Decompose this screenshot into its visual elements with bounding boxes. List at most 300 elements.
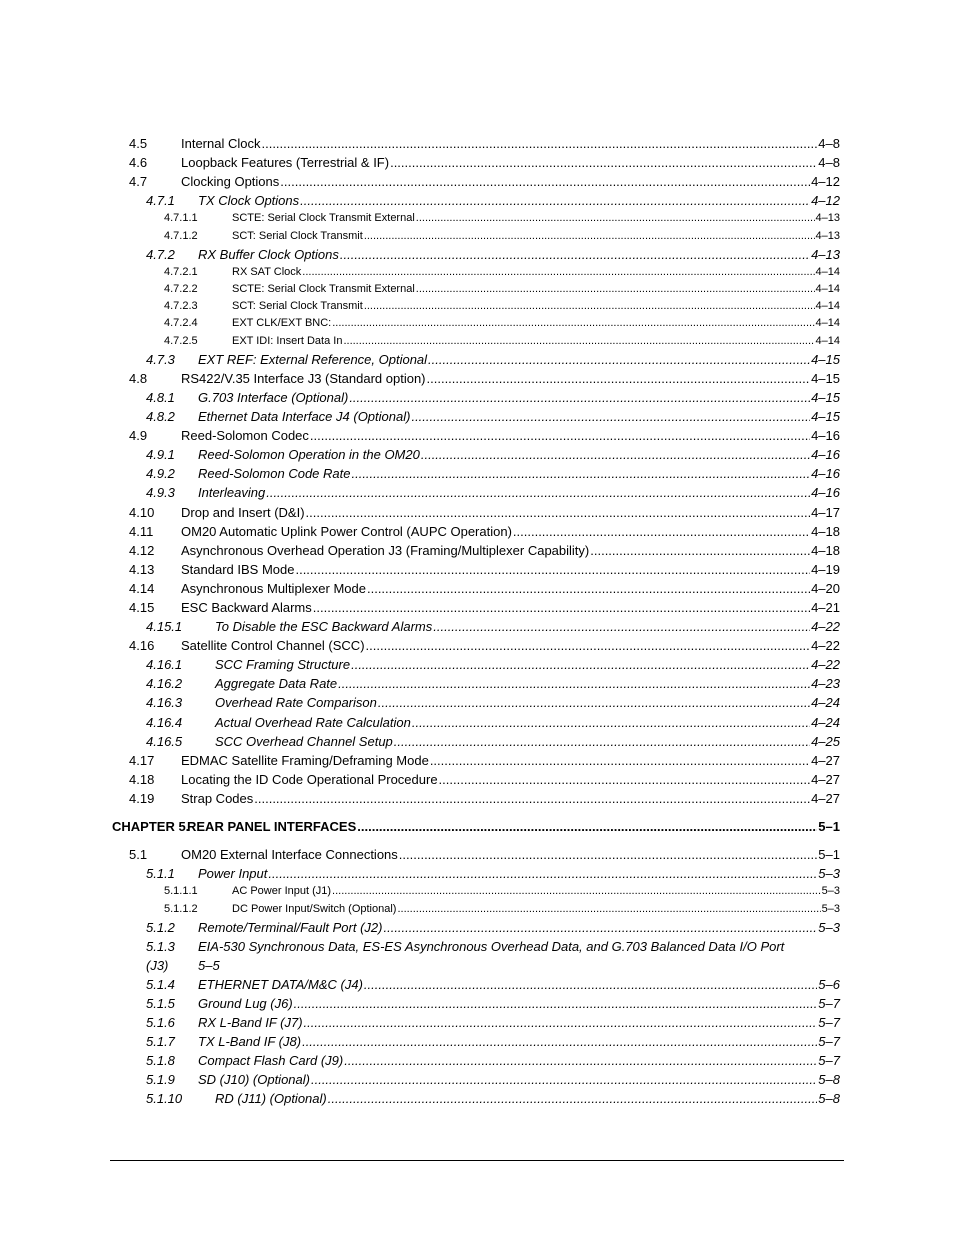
dot-leader (332, 315, 814, 332)
entry-title: SCC Framing Structure (215, 657, 351, 673)
entry-number: 4.7.1.1 (164, 212, 198, 225)
entry-page: 4–23 (811, 676, 840, 692)
entry-title: Overhead Rate Comparison (215, 695, 377, 711)
entry-title-line1: EIA-530 Synchronous Data, ES-ES Asynchronous Overhead Data, and G.703 Balanced Data I/O Port (198, 938, 785, 954)
entry-page: 4–14 (815, 300, 840, 313)
entry-line (198, 1032, 840, 1051)
entry-line (181, 598, 840, 617)
entry-page: 4–21 (811, 600, 840, 615)
entry-page: 4–19 (811, 561, 840, 577)
entry-line (181, 789, 840, 808)
entry-number: 5.1.7 (146, 1034, 175, 1050)
entry-page: 4–13 (811, 246, 840, 262)
entry-line (232, 315, 840, 332)
toc-entry[interactable] (0, 918, 954, 937)
entry-page: 5–3 (818, 919, 840, 935)
entry-title: SCTE: Serial Clock Transmit External (232, 283, 415, 296)
entry-number: 4.7.2 (146, 246, 175, 262)
toc-entry[interactable] (0, 407, 954, 426)
entry-number: 4.17 (129, 752, 155, 768)
entry-page: 4–14 (815, 265, 840, 278)
entry-page: 4–16 (811, 485, 840, 501)
toc-entry[interactable] (0, 617, 954, 636)
entry-title: Ground Lug (J6) (198, 995, 293, 1011)
entry-title: RX SAT Clock (232, 265, 302, 278)
entry-page: 4–24 (811, 695, 840, 711)
entry-number: 5.1.4 (146, 976, 175, 992)
dot-leader (390, 153, 817, 172)
entry-page: 4–13 (815, 212, 840, 225)
entry-line (215, 1089, 840, 1108)
entry-title: SCC Overhead Channel Setup (215, 733, 393, 749)
toc-entry[interactable] (0, 281, 954, 298)
entry-line (198, 191, 840, 210)
dot-leader (433, 617, 810, 636)
entry-page: 4–18 (811, 542, 840, 558)
entry-line (198, 994, 840, 1013)
entry-page: 5–6 (818, 976, 840, 992)
toc-entry[interactable] (0, 751, 954, 770)
dot-leader (428, 350, 810, 369)
toc-entry[interactable] (0, 191, 954, 210)
toc-entry[interactable] (0, 560, 954, 579)
entry-title: Locating the ID Code Operational Procedure (181, 771, 438, 787)
toc-entry[interactable] (0, 298, 954, 315)
entry-page: 5–3 (821, 902, 840, 915)
dot-leader (349, 388, 810, 407)
dot-leader (513, 522, 810, 541)
dot-leader (439, 770, 811, 789)
toc-entry[interactable] (0, 883, 954, 900)
toc-section-chapter-5-cont (0, 975, 954, 1109)
entry-line (198, 1013, 840, 1032)
entry-line (198, 864, 840, 883)
dot-leader (340, 245, 810, 264)
dot-leader (313, 598, 810, 617)
entry-page: 5–5 (198, 957, 220, 973)
entry-line (198, 245, 840, 264)
entry-title: DC Power Input/Switch (Optional) (232, 902, 397, 915)
entry-title: RS422/V.35 Interface J3 (Standard option) (181, 370, 426, 386)
entry-number: 4.16.3 (146, 695, 183, 711)
chapter-title: REAR PANEL INTERFACES (187, 819, 357, 835)
entry-line (215, 732, 840, 751)
dot-leader (411, 407, 810, 426)
entry-title-line2: (J3) (146, 957, 169, 973)
entry-line (181, 636, 840, 655)
entry-title: Actual Overhead Rate Calculation (215, 714, 411, 730)
dot-leader (366, 636, 811, 655)
entry-number: 5.1.2 (146, 919, 175, 935)
entry-title: Remote/Terminal/Fault Port (J2) (198, 919, 383, 935)
toc-entry[interactable] (0, 426, 954, 445)
entry-title: Reed-Solomon Code Rate (198, 466, 351, 482)
entry-title: EXT REF: External Reference, Optional (198, 351, 428, 367)
entry-number: 4.9.3 (146, 485, 175, 501)
entry-number: 4.11 (129, 523, 154, 539)
entry-title: Compact Flash Card (J9) (198, 1053, 344, 1069)
entry-page: 4–15 (811, 351, 840, 367)
entry-page: 4–24 (811, 714, 840, 730)
entry-line (232, 281, 840, 298)
toc-entry[interactable] (0, 674, 954, 693)
toc-entry[interactable] (0, 579, 954, 598)
spacer (0, 836, 954, 845)
entry-line (181, 522, 840, 541)
dot-leader (302, 264, 814, 281)
entry-number: 4.7.2.5 (164, 334, 198, 347)
entry-title: Power Input (198, 866, 268, 882)
entry-number: 4.9 (129, 428, 148, 444)
dot-leader (427, 369, 811, 388)
toc-entry[interactable] (0, 598, 954, 617)
entry-page: 4–20 (811, 580, 840, 596)
entry-line (181, 426, 840, 445)
toc-entry[interactable] (0, 388, 954, 407)
entry-page: 4–27 (811, 790, 840, 806)
entry-line (181, 541, 840, 560)
toc-entry[interactable] (0, 770, 954, 789)
dot-leader (311, 1070, 817, 1089)
entry-number: 5.1 (129, 847, 148, 863)
toc-entry[interactable] (0, 1089, 954, 1108)
dot-leader (268, 864, 817, 883)
entry-line (215, 713, 840, 732)
entry-page: 4–14 (815, 317, 840, 330)
toc-entry[interactable] (0, 732, 954, 751)
entry-page: 5–7 (818, 1053, 840, 1069)
dot-leader (412, 713, 810, 732)
entry-page: 4–12 (811, 193, 840, 209)
entry-number: 4.19 (129, 790, 155, 806)
entry-number: 4.16.4 (146, 714, 183, 730)
entry-page: 5–7 (818, 1034, 840, 1050)
entry-title: RD (J11) (Optional) (215, 1091, 327, 1107)
toc-entry[interactable] (0, 541, 954, 560)
entry-page: 4–8 (818, 136, 840, 151)
dot-leader (332, 883, 821, 900)
toc-entry[interactable] (0, 636, 954, 655)
entry-number: 4.7 (129, 174, 148, 190)
entry-number: 5.1.3 (146, 938, 175, 954)
entry-line (232, 901, 840, 918)
entry-number: 4.14 (129, 580, 155, 596)
entry-page: 5–7 (818, 995, 840, 1011)
toc-entry[interactable] (0, 153, 954, 172)
toc-entry[interactable] (0, 693, 954, 712)
entry-page: 4–14 (815, 283, 840, 296)
entry-number: 4.6 (129, 155, 148, 171)
entry-number: 5.1.1.2 (164, 902, 198, 915)
entry-page: 5–8 (818, 1091, 840, 1107)
entry-line (181, 579, 840, 598)
entry-number: 5.1.1.1 (164, 885, 198, 898)
dot-leader (294, 994, 818, 1013)
dot-leader (266, 483, 810, 502)
entry-page: 4–22 (811, 657, 840, 673)
entry-title: Asynchronous Overhead Operation J3 (Framing/Multiplexer Capability) (181, 542, 590, 558)
dot-leader (397, 901, 820, 918)
toc-entry[interactable] (0, 901, 954, 918)
dot-leader (306, 503, 811, 522)
entry-number: 4.7.1.2 (164, 229, 198, 242)
entry-line (215, 617, 840, 636)
toc-entry[interactable] (0, 245, 954, 264)
chapter-page: 5–1 (818, 819, 840, 835)
entry-number: 4.18 (129, 771, 155, 787)
toc-entry[interactable] (0, 713, 954, 732)
dot-leader (416, 281, 815, 298)
entry-page: 4–22 (811, 619, 840, 635)
entry-title: G.703 Interface (Optional) (198, 389, 349, 405)
dot-leader (416, 210, 815, 227)
dot-leader (378, 693, 810, 712)
entry-number: 4.8 (129, 370, 148, 386)
entry-number: 4.9.2 (146, 466, 175, 482)
dot-leader (328, 1089, 818, 1108)
entry-number: 4.9.1 (146, 447, 175, 463)
entry-number: 4.16.2 (146, 676, 183, 692)
dot-leader (295, 560, 810, 579)
entry-title: TX Clock Options (198, 193, 300, 209)
toc-chapter-heading[interactable] (0, 817, 954, 836)
entry-line (198, 975, 840, 994)
entry-number: 4.16.5 (146, 733, 183, 749)
entry-page: 4–15 (811, 389, 840, 405)
entry-page: 4–16 (811, 447, 840, 463)
spacer (0, 808, 954, 817)
entry-number: 5.1.8 (146, 1053, 175, 1069)
entry-line (198, 1070, 840, 1089)
dot-leader (364, 298, 815, 315)
dot-leader (310, 426, 810, 445)
entry-page: 5–1 (818, 847, 840, 863)
toc-entry[interactable] (0, 864, 954, 883)
entry-page: 4–22 (811, 638, 840, 654)
entry-page: 4–25 (811, 733, 840, 749)
entry-page: 5–8 (818, 1072, 840, 1088)
dot-leader (399, 845, 818, 864)
toc-entry[interactable] (0, 975, 954, 994)
entry-line (181, 751, 840, 770)
table-of-contents (0, 134, 954, 1108)
entry-line (215, 693, 840, 712)
toc-entry[interactable] (0, 350, 954, 369)
entry-line (181, 770, 840, 789)
dot-leader (344, 1051, 817, 1070)
entry-page: 4–17 (811, 504, 840, 520)
footer-rule (110, 1160, 844, 1161)
entry-title: OM20 External Interface Connections (181, 847, 398, 863)
entry-line (198, 445, 840, 464)
entry-number: 4.7.2.2 (164, 283, 198, 296)
entry-line (198, 350, 840, 369)
dot-leader (254, 789, 810, 808)
entry-line (232, 264, 840, 281)
entry-title: ETHERNET DATA/M&C (J4) (198, 976, 363, 992)
entry-title: Reed-Solomon Operation in the OM20 (198, 447, 420, 463)
entry-title: Standard IBS Mode (181, 561, 295, 577)
entry-page: 4–12 (811, 174, 840, 190)
dot-leader (338, 674, 810, 693)
entry-title: To Disable the ESC Backward Alarms (215, 619, 433, 635)
toc-entry[interactable] (0, 845, 954, 864)
entry-number: 4.7.3 (146, 351, 175, 367)
entry-title: ESC Backward Alarms (181, 600, 312, 615)
entry-line (198, 464, 840, 483)
entry-number: 5.1.1 (146, 866, 175, 882)
entry-number: 4.7.2.4 (164, 317, 198, 330)
entry-title: RX L-Band IF (J7) (198, 1014, 303, 1030)
dot-leader (364, 975, 817, 994)
entry-line (181, 369, 840, 388)
entry-title: AC Power Input (J1) (232, 885, 332, 898)
dot-leader (351, 464, 810, 483)
toc-entry[interactable] (0, 464, 954, 483)
entry-title: Aggregate Data Rate (215, 676, 338, 692)
entry-page: 4–27 (811, 752, 840, 768)
dot-leader (383, 918, 817, 937)
toc-entry[interactable] (0, 228, 954, 245)
entry-number: 5.1.10 (146, 1091, 183, 1107)
entry-page: 4–8 (818, 155, 840, 171)
toc-entry[interactable] (0, 333, 954, 350)
entry-line (232, 228, 840, 245)
entry-line (232, 210, 840, 227)
entry-line (215, 674, 840, 693)
entry-title: Drop and Insert (D&I) (181, 504, 305, 520)
entry-number: 4.8.1 (146, 389, 175, 405)
entry-number: 4.15.1 (146, 619, 183, 635)
dot-leader (590, 541, 810, 560)
dot-leader (300, 191, 810, 210)
chapter-number: CHAPTER 5. (112, 819, 190, 835)
entry-page: 4–14 (815, 334, 840, 347)
entry-number: 4.10 (129, 504, 155, 520)
toc-entry[interactable] (0, 445, 954, 464)
entry-title: Interleaving (198, 485, 266, 501)
toc-entry[interactable] (0, 789, 954, 808)
toc-entry[interactable] (0, 172, 954, 191)
entry-line (232, 333, 840, 350)
dot-leader (351, 655, 810, 674)
entry-title: EXT IDI: Insert Data In (232, 334, 343, 347)
dot-leader (421, 445, 810, 464)
entry-title: Reed-Solomon Codec (181, 428, 309, 444)
toc-entry[interactable] (0, 210, 954, 227)
entry-title: Asynchronous Multiplexer Mode (181, 580, 366, 596)
entry-page: 5–3 (818, 866, 840, 882)
entry-title: Strap Codes (181, 790, 254, 806)
entry-page: 4–15 (811, 370, 840, 386)
entry-line (181, 153, 840, 172)
dot-leader (394, 732, 810, 751)
toc-entry[interactable] (0, 655, 954, 674)
chapter-line (187, 817, 840, 836)
dot-leader (357, 817, 817, 836)
entry-line (232, 883, 840, 900)
toc-entry[interactable] (0, 369, 954, 388)
entry-number: 4.7.2.1 (164, 265, 198, 278)
toc-entry[interactable] (0, 483, 954, 502)
entry-number: 4.12 (129, 542, 155, 558)
entry-title: SCT: Serial Clock Transmit (232, 300, 363, 313)
entry-title: TX L-Band IF (J8) (198, 1034, 302, 1050)
entry-page: 4–18 (811, 523, 840, 539)
entry-title: Loopback Features (Terrestrial & IF) (181, 155, 390, 171)
toc-entry[interactable] (0, 1070, 954, 1089)
entry-number: 5.1.9 (146, 1072, 175, 1088)
entry-title: Satellite Control Channel (SCC) (181, 638, 365, 654)
entry-title: SD (J10) (Optional) (198, 1072, 310, 1088)
toc-entry[interactable] (0, 1013, 954, 1032)
entry-line (181, 845, 840, 864)
entry-page: 4–16 (811, 428, 840, 444)
entry-page: 4–16 (811, 466, 840, 482)
dot-leader (430, 751, 810, 770)
entry-number: 4.5 (129, 136, 148, 151)
entry-number: 4.15 (129, 600, 155, 615)
dot-leader (261, 134, 817, 153)
dot-leader (304, 1013, 818, 1032)
entry-title: SCTE: Serial Clock Transmit External (232, 212, 415, 225)
entry-line (198, 483, 840, 502)
entry-page: 4–15 (811, 409, 840, 425)
entry-number: 4.16.1 (146, 657, 183, 673)
entry-line (198, 407, 840, 426)
entry-line (181, 503, 840, 522)
entry-title: Ethernet Data Interface J4 (Optional) (198, 409, 411, 425)
entry-line (181, 560, 840, 579)
toc-entry[interactable] (0, 1032, 954, 1051)
entry-title: Clocking Options (181, 174, 280, 190)
entry-number: 4.13 (129, 561, 155, 577)
dot-leader (343, 333, 814, 350)
toc-entry[interactable] (0, 1051, 954, 1070)
entry-title: SCT: Serial Clock Transmit (232, 229, 363, 242)
toc-entry-wrapped[interactable] (0, 937, 954, 975)
entry-title: RX Buffer Clock Options (198, 246, 339, 262)
toc-section-chapter-4 (0, 134, 954, 808)
entry-number: 5.1.5 (146, 995, 175, 1011)
entry-number: 4.16 (129, 638, 155, 654)
entry-number: 4.7.2.3 (164, 300, 198, 313)
toc-entry[interactable] (0, 264, 954, 281)
toc-entry[interactable] (0, 503, 954, 522)
toc-entry[interactable] (0, 522, 954, 541)
entry-number: 5.1.6 (146, 1014, 175, 1030)
entry-number: 4.8.2 (146, 409, 175, 425)
entry-title: EDMAC Satellite Framing/Deframing Mode (181, 752, 429, 768)
dot-leader (367, 579, 810, 598)
entry-title: OM20 Automatic Uplink Power Control (AUPC Operation) (181, 523, 512, 539)
entry-number: 4.7.1 (146, 193, 175, 209)
dot-leader (280, 172, 810, 191)
toc-entry[interactable] (0, 994, 954, 1013)
entry-line (198, 388, 840, 407)
entry-line (215, 655, 840, 674)
dot-leader (364, 228, 815, 245)
entry-page: 5–7 (818, 1014, 840, 1030)
entry-title: Internal Clock (181, 136, 261, 151)
entry-page: 5–3 (821, 885, 840, 898)
toc-entry[interactable] (0, 315, 954, 332)
toc-entry[interactable] (0, 134, 954, 153)
entry-page: 4–13 (815, 229, 840, 242)
entry-page: 4–27 (811, 771, 840, 787)
entry-line (181, 172, 840, 191)
entry-line (181, 134, 840, 153)
